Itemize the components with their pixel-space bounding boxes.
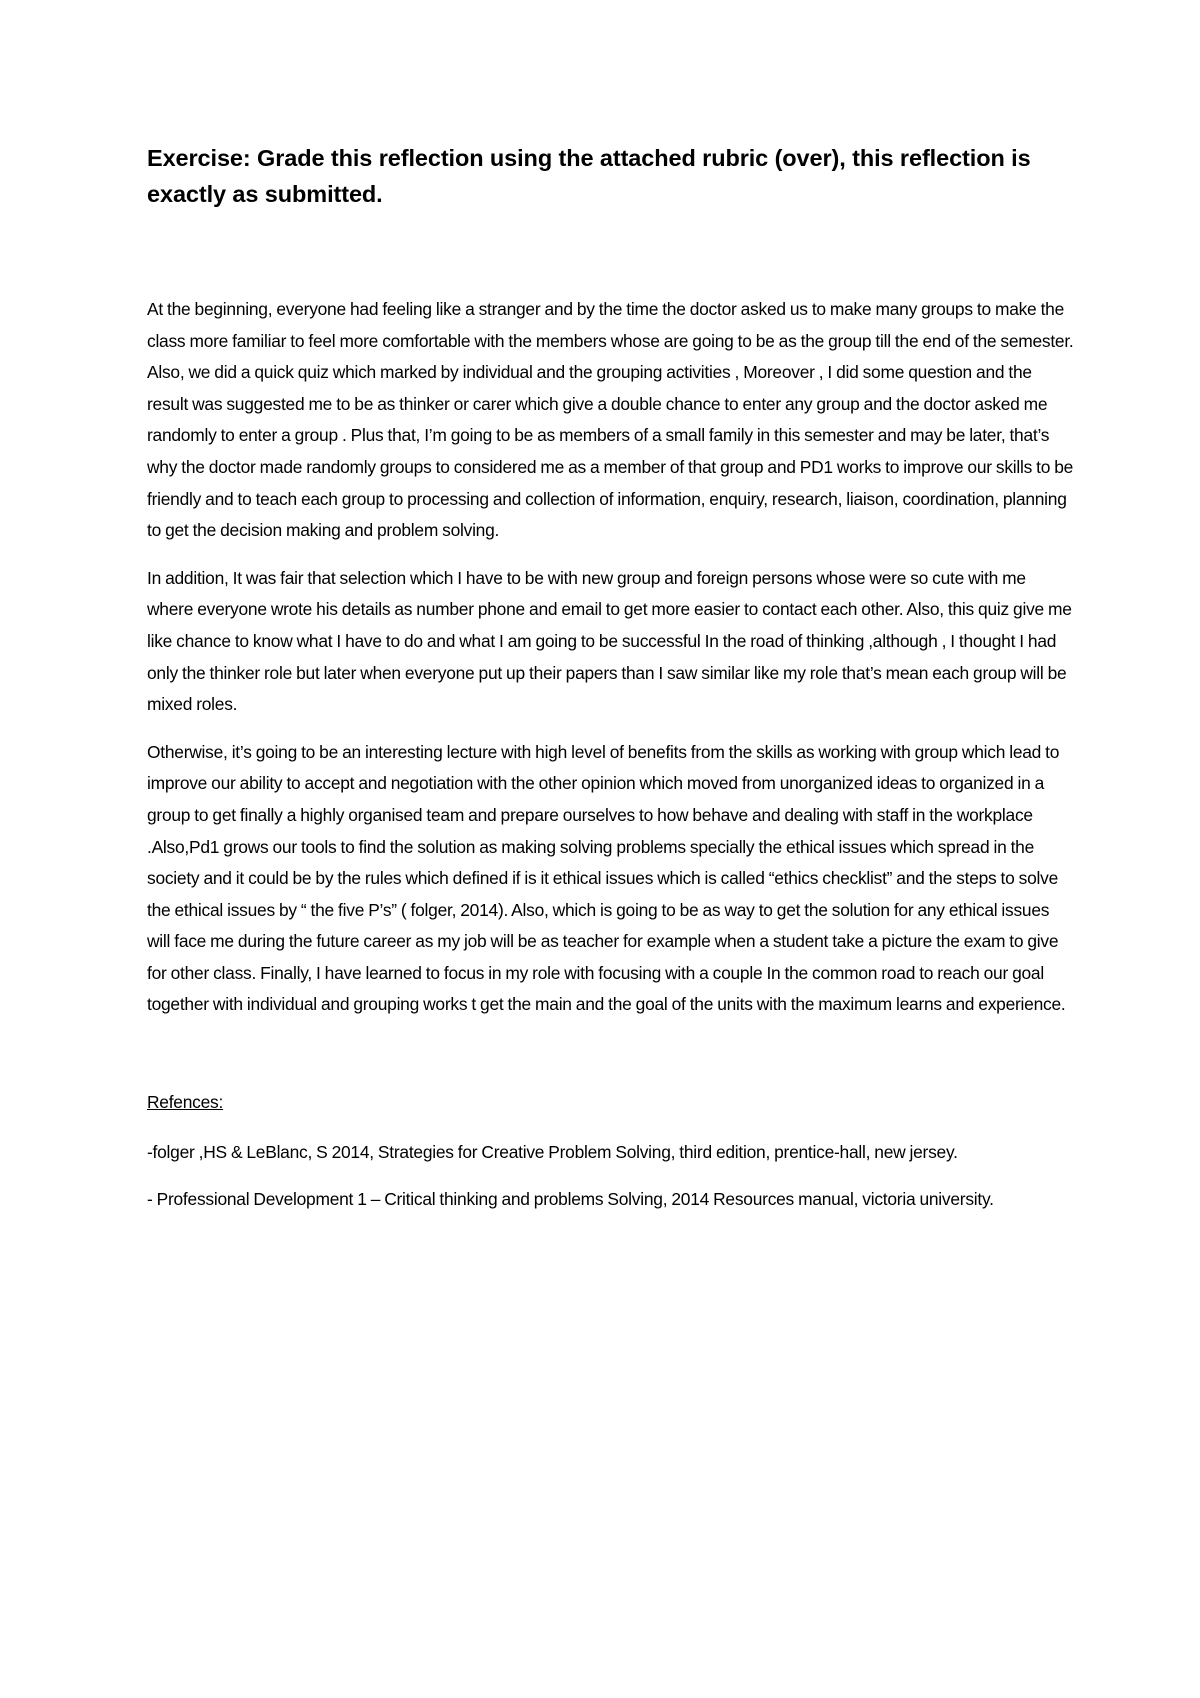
document-body xyxy=(147,140,1075,1232)
reflection-paragraph-3: Otherwise, it’s going to be an interesting lecture with high level of benefits from the skills as working with group which lead to improve our ability to accept and negotiation with the other opinion which moved from unorganized ideas to organized in a group to get finally a highly organised team and prepare ourselves to how behave and dealing with staff in the workplace .Also,Pd1 grows our tools to find the solution as making solving problems specially the ethical issues which spread in the society and it could be by the rules which defined if is it ethical issues which is called “ethics checklist” and the steps to solve the ethical issues by “ the five P’s” ( folger, 2014). Also, which is going to be as way to get the solution for any ethical issues will face me during the future career as my job will be as teacher for example when a student take a picture the exam to give for other class. Finally, I have learned to focus in my role with focusing with a couple In the common road to reach our goal together with individual and grouping works t get the main and the goal of the units with the maximum learns and experience. xyxy=(147,741,1066,1015)
reference-item-2: - Professional Development 1 – Critical thinking and problems Solving, 2014 Resources manual, victoria university. xyxy=(147,1189,994,1210)
reflection-paragraph-2: In addition, It was fair that selection which I have to be with new group and foreign persons whose were so cute with me where everyone wrote his details as number phone and email to get more easier to contact each other. Also, this quiz give me like chance to know what I have to do and what I am going to be successful In the road of thinking ,although , I thought I had only the thinker role but later when everyone put up their papers than I saw similar like my role that’s mean each group will be mixed roles. xyxy=(147,567,1072,715)
references-heading: Refences: xyxy=(147,1092,224,1113)
exercise-title: Exercise: Grade this reflection using the attached rubric (over), this reflection is exactly as submitted. xyxy=(147,145,1031,207)
reflection-paragraph-1: At the beginning, everyone had feeling like a stranger and by the time the doctor asked us to make many groups to make the class more familiar to feel more comfortable with the members whose are going to be as the group till the end of the semester. Also, we did a quick quiz which marked by individual and the grouping activities , Moreover , I did some question and the result was suggested me to be as thinker or carer which give a double chance to enter any group and the doctor asked me randomly to enter a group . Plus that, I’m going to be as members of a small family in this semester and may be later, that’s why the doctor made randomly groups to considered me as a member of that group and PD1 works to improve our skills to be friendly and to teach each group to processing and collection of information, enquiry, research, liaison, coordination, planning to get the decision making and problem solving. xyxy=(147,299,1074,541)
reference-item-1: -folger ,HS & LeBlanc, S 2014, Strategies for Creative Problem Solving, third edition, prentice-hall, new jersey. xyxy=(147,1141,958,1162)
